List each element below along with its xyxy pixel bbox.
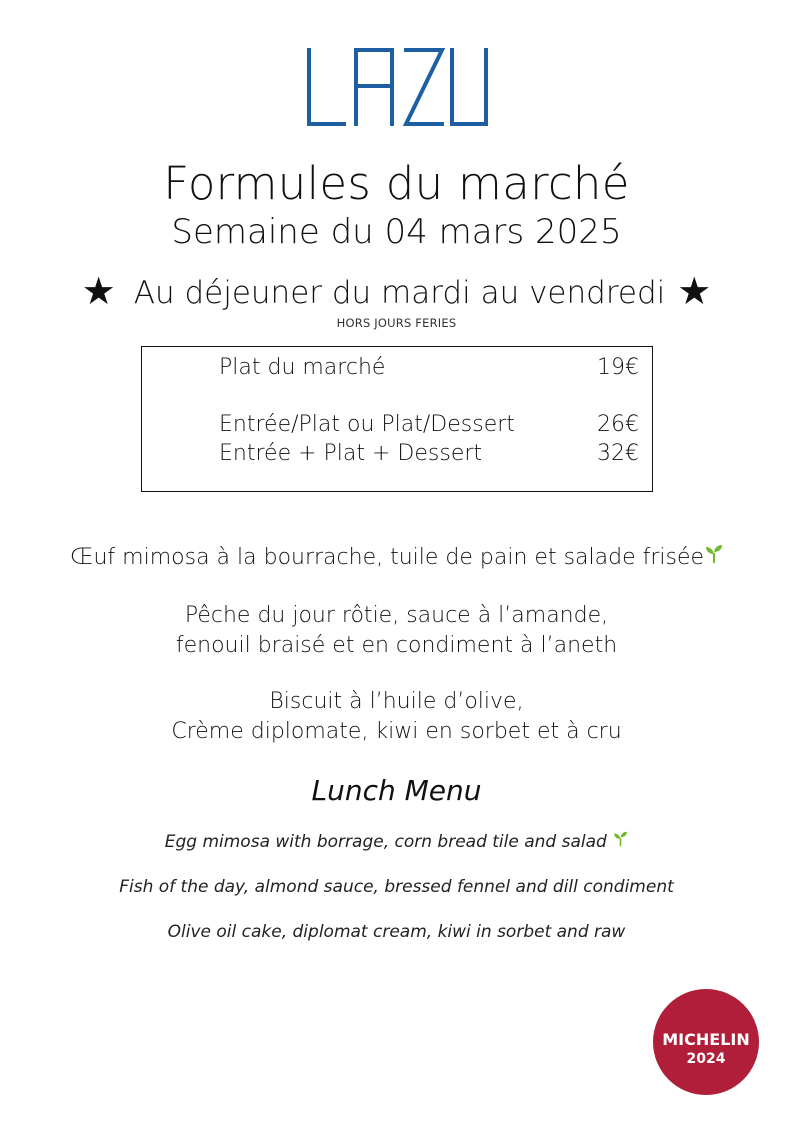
price-label: Entrée + Plat + Dessert [219,441,483,466]
sprout-icon [613,831,628,847]
main-fr [0,601,793,661]
star-icon: ★ [81,269,116,313]
starter-en [0,830,793,854]
starter-en-text: Egg mimosa with borrage, corn bread tile and salad [164,832,607,852]
main-fr-line1: Pêche du jour rôtie, sauce à l’amande, [184,603,609,628]
dessert-en: Olive oil cake, diplomat cream, kiwi in sorbet and raw [167,922,626,942]
page-title: Formules du marché [163,157,630,210]
lunch-schedule-text: Au déjeuner du mardi au vendredi [133,275,666,311]
price-label: Entrée/Plat ou Plat/Dessert [219,412,515,437]
sprout-icon [705,544,723,564]
lazu-logo [300,44,495,130]
holidays-note: HORS JOURS FERIES [336,316,457,330]
dessert-fr-line2: Crème diplomate, kiwi en sorbet et à cru [171,719,622,744]
dessert-fr [0,687,793,747]
week-subtitle: Semaine du 04 mars 2025 [171,212,622,252]
lunch-menu-title: Lunch Menu [311,774,482,807]
main-en: Fish of the day, almond sauce, bressed fennel and dill condiment [119,877,674,897]
dessert-fr-line1: Biscuit à l’huile d’olive, [269,689,524,714]
michelin-badge-year: 2024 [686,1051,726,1067]
main-fr-line2: fenouil braisé et en condiment à l’aneth [175,633,618,658]
price-value: 26€ [597,412,639,437]
price-value: 19€ [597,355,639,380]
lunch-schedule-line [0,270,793,314]
michelin-badge-name: MICHELIN [662,1030,750,1049]
starter-fr-text: Œuf mimosa à la bourrache, tuile de pain et salade frisée [69,545,705,570]
star-icon: ★ [677,269,712,313]
price-box [141,346,653,492]
starter-fr [0,543,793,573]
michelin-badge [653,989,759,1095]
price-value: 32€ [597,441,639,466]
price-label: Plat du marché [219,355,386,380]
